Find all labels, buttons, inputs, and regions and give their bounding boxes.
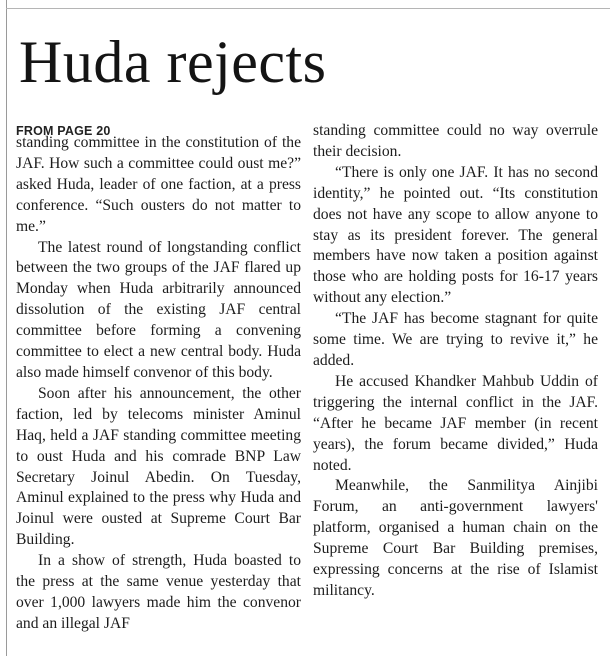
headline: Huda rejects — [19, 29, 327, 95]
paragraph: “The JAF has become stagnant for quite some time. We are trying to revive it,” he added. — [313, 310, 598, 369]
continuation-kicker: FROM PAGE 20 — [16, 124, 111, 138]
paragraph: He accused Khandker Mahbub Uddin of triggering the internal conflict in the JAF. “After he became JAF member (in recent years), the forum became divided,” Huda noted. — [313, 372, 598, 474]
top-border-rule — [6, 8, 610, 9]
article-column-2 — [313, 121, 598, 602]
paragraph: The latest round of longstanding conflict between the two groups of the JAF flared up Monday when Huda arbitrarily announced dissolution of the existing JAF central committee before forming a convening committee to elect a new central body. Huda also made himself convenor of this body. — [16, 238, 301, 381]
paragraph: “There is only one JAF. It has no second identity,” he pointed out. “Its constitution does not have any scope to allow anyone to stay as its president forever. The general members have now taken a position against those who are holding posts for 16-17 years without any election.” — [313, 163, 598, 307]
paragraph: Soon after his announcement, the other faction, led by telecoms minister Aminul Haq, held a JAF standing committee meeting to oust Huda and his comrade BNP Law Secretary Joinul Abedin. On Tuesday, Aminul explained to the press why Huda and Joinul were ousted at Supreme Court Bar Building. — [16, 384, 301, 549]
article-column-1 — [16, 133, 301, 635]
paragraph: standing committee in the constitution of the JAF. How such a committee could oust me?” asked Huda, leader of one faction, at a press conference. “Such ousters do not matter to me.” — [16, 134, 301, 235]
paragraph: In a show of strength, Huda boasted to the press at the same venue yesterday that over 1,000 lawyers made him the convenor and an illegal JAF — [16, 552, 301, 632]
left-border-rule — [6, 0, 7, 656]
paragraph: Meanwhile, the Sanmilitya Ainjibi Forum, an anti-government lawyers' platform, organised a human chain on the Supreme Court Bar Building premises, expressing concerns at the rise of Islamist militancy. — [313, 477, 598, 599]
paragraph: standing committee could no way overrule their decision. — [313, 122, 598, 160]
